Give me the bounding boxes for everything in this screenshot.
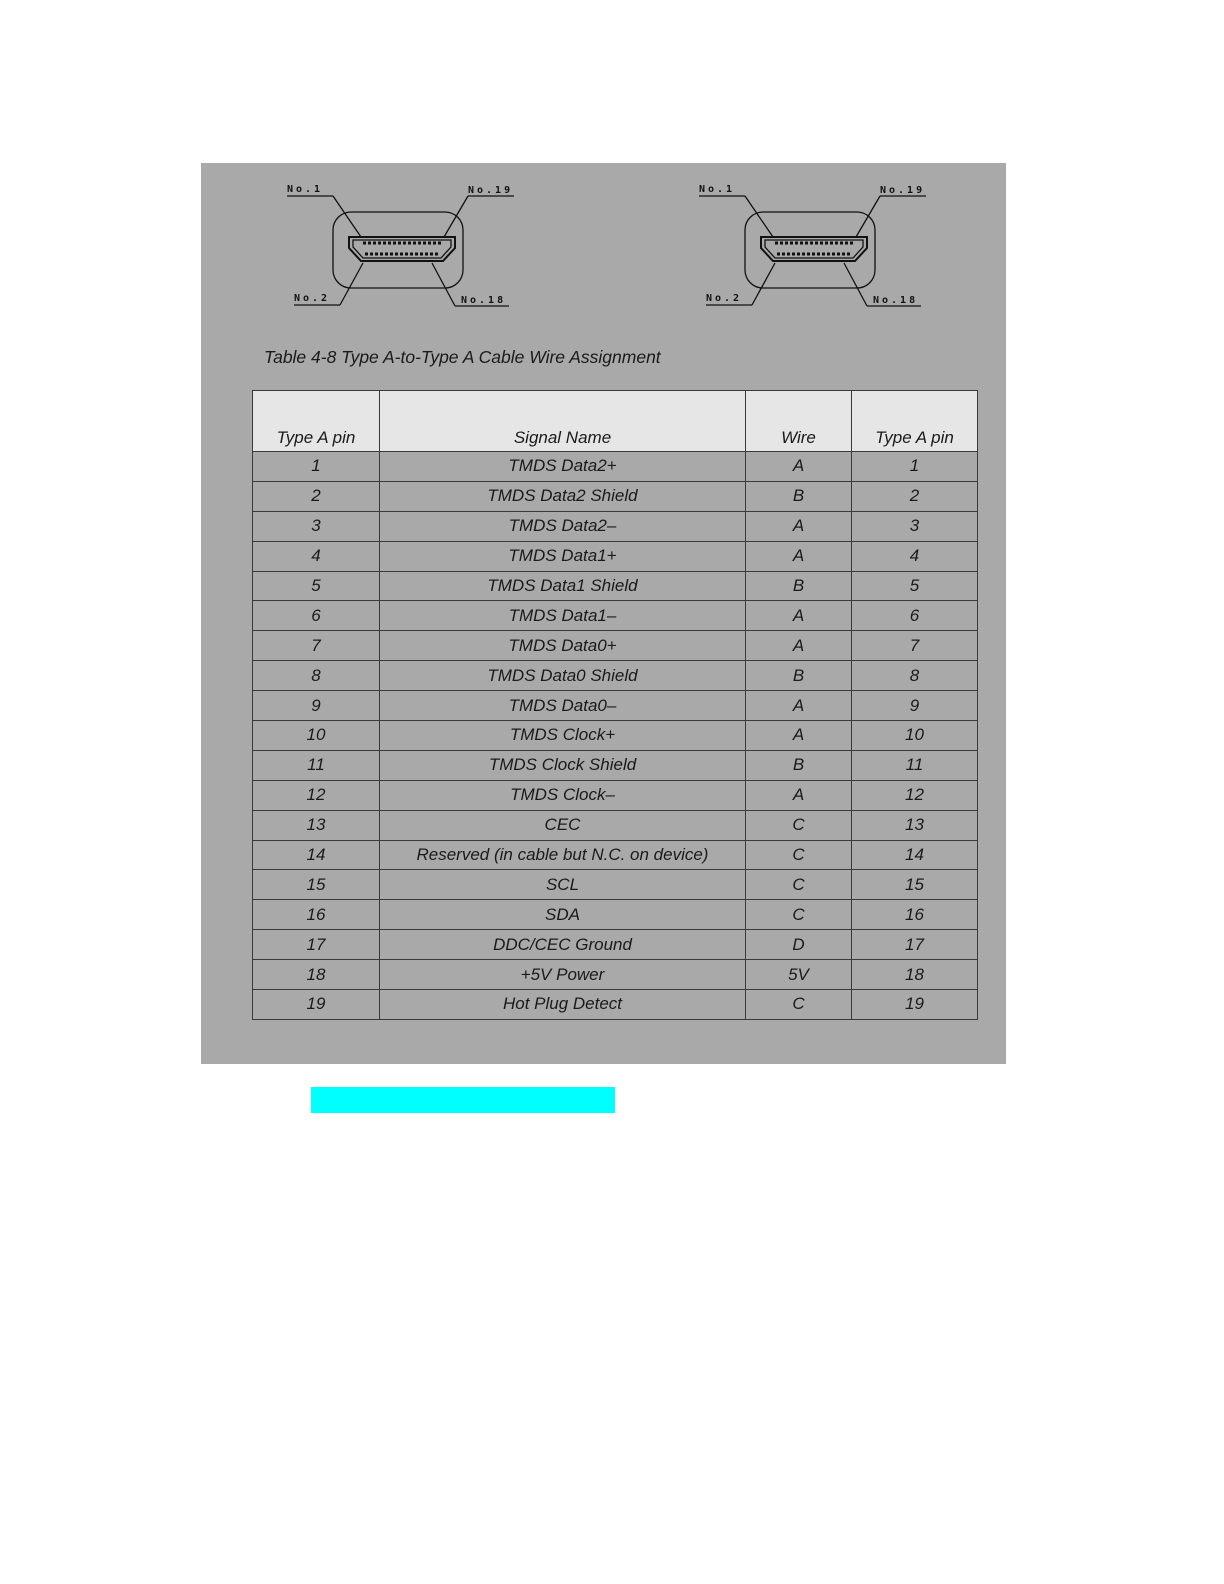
cell-type-a-pin-right: 8 (852, 661, 978, 691)
hdmi-connector-icon (281, 175, 531, 315)
cell-signal-name: TMDS Data0– (380, 691, 746, 721)
cell-wire: A (746, 541, 852, 571)
cell-wire: 5V (746, 960, 852, 990)
cell-signal-name: TMDS Data2+ (380, 452, 746, 482)
cell-type-a-pin-right: 1 (852, 452, 978, 482)
cell-type-a-pin-right: 13 (852, 810, 978, 840)
cell-wire: A (746, 691, 852, 721)
cell-type-a-pin-right: 19 (852, 990, 978, 1020)
table-row (253, 840, 978, 870)
cell-type-a-pin-left: 7 (253, 631, 380, 661)
cell-signal-name: TMDS Data1+ (380, 541, 746, 571)
table-row (253, 960, 978, 990)
table-row (253, 571, 978, 601)
cell-type-a-pin-right: 9 (852, 691, 978, 721)
cell-type-a-pin-right: 2 (852, 481, 978, 511)
cell-type-a-pin-left: 18 (253, 960, 380, 990)
cell-type-a-pin-left: 2 (253, 481, 380, 511)
cell-type-a-pin-left: 15 (253, 870, 380, 900)
table-row (253, 481, 978, 511)
cell-type-a-pin-left: 1 (253, 452, 380, 482)
connector-label-no19: No.19 (880, 185, 926, 196)
cell-type-a-pin-left: 16 (253, 900, 380, 930)
cell-wire: A (746, 721, 852, 751)
cell-signal-name: TMDS Data2– (380, 511, 746, 541)
table-row (253, 930, 978, 960)
cell-type-a-pin-left: 8 (253, 661, 380, 691)
cell-wire: A (746, 780, 852, 810)
table-row (253, 780, 978, 810)
cell-wire: B (746, 750, 852, 780)
cell-wire: C (746, 840, 852, 870)
table-row (253, 661, 978, 691)
cell-wire: D (746, 930, 852, 960)
cell-wire: C (746, 870, 852, 900)
cable-figure (201, 163, 1006, 1064)
table-row (253, 601, 978, 631)
cell-type-a-pin-left: 6 (253, 601, 380, 631)
table-row (253, 990, 978, 1020)
cell-type-a-pin-left: 10 (253, 721, 380, 751)
table-body (253, 452, 978, 1020)
cell-signal-name: DDC/CEC Ground (380, 930, 746, 960)
cell-signal-name: CEC (380, 810, 746, 840)
cell-type-a-pin-left: 9 (253, 691, 380, 721)
cell-signal-name: TMDS Data1– (380, 601, 746, 631)
cell-type-a-pin-left: 13 (253, 810, 380, 840)
table-row (253, 721, 978, 751)
table-row (253, 511, 978, 541)
cell-wire: B (746, 661, 852, 691)
cell-type-a-pin-right: 18 (852, 960, 978, 990)
cell-type-a-pin-right: 3 (852, 511, 978, 541)
table-header-row (253, 391, 978, 452)
table-caption: Table 4-8 Type A-to-Type A Cable Wire Assignment (264, 347, 661, 367)
connector-label-no18: No.18 (461, 295, 507, 306)
cell-signal-name: Hot Plug Detect (380, 990, 746, 1020)
connector-diagram-right (693, 175, 943, 315)
cell-type-a-pin-left: 4 (253, 541, 380, 571)
cell-type-a-pin-left: 14 (253, 840, 380, 870)
cell-signal-name: TMDS Data0 Shield (380, 661, 746, 691)
cell-type-a-pin-left: 17 (253, 930, 380, 960)
cell-wire: B (746, 571, 852, 601)
cell-type-a-pin-left: 11 (253, 750, 380, 780)
connector-diagram-left (281, 175, 531, 315)
cell-wire: A (746, 631, 852, 661)
hdmi-connector-icon (693, 175, 943, 315)
table-row (253, 750, 978, 780)
cell-wire: A (746, 601, 852, 631)
cell-wire: C (746, 990, 852, 1020)
cell-type-a-pin-right: 14 (852, 840, 978, 870)
table-row (253, 900, 978, 930)
cell-wire: C (746, 810, 852, 840)
cell-signal-name: TMDS Data0+ (380, 631, 746, 661)
wire-assignment-table (252, 390, 978, 1020)
cell-type-a-pin-left: 3 (253, 511, 380, 541)
cell-type-a-pin-left: 5 (253, 571, 380, 601)
cell-type-a-pin-right: 4 (852, 541, 978, 571)
header-type-a-pin-right: Type A pin (852, 391, 978, 452)
cell-signal-name: TMDS Data2 Shield (380, 481, 746, 511)
cell-type-a-pin-right: 15 (852, 870, 978, 900)
connector-label-no1: No.1 (287, 184, 324, 195)
cell-signal-name: +5V Power (380, 960, 746, 990)
table-row (253, 870, 978, 900)
cell-wire: A (746, 511, 852, 541)
connector-label-no2: No.2 (706, 293, 743, 304)
cell-wire: A (746, 452, 852, 482)
cell-wire: B (746, 481, 852, 511)
cell-type-a-pin-left: 19 (253, 990, 380, 1020)
cell-type-a-pin-right: 12 (852, 780, 978, 810)
highlight-bar (311, 1087, 615, 1113)
header-wire: Wire (746, 391, 852, 452)
header-type-a-pin-left: Type A pin (253, 391, 380, 452)
cell-signal-name: SDA (380, 900, 746, 930)
cell-signal-name: TMDS Clock Shield (380, 750, 746, 780)
header-signal-name: Signal Name (380, 391, 746, 452)
cell-type-a-pin-right: 17 (852, 930, 978, 960)
connector-label-no18: No.18 (873, 295, 919, 306)
cell-type-a-pin-right: 6 (852, 601, 978, 631)
cell-signal-name: SCL (380, 870, 746, 900)
connector-label-no1: No.1 (699, 184, 736, 195)
cell-type-a-pin-right: 11 (852, 750, 978, 780)
table-row (253, 452, 978, 482)
cell-type-a-pin-right: 5 (852, 571, 978, 601)
cell-type-a-pin-right: 10 (852, 721, 978, 751)
cell-type-a-pin-left: 12 (253, 780, 380, 810)
cell-type-a-pin-right: 16 (852, 900, 978, 930)
cell-signal-name: TMDS Clock+ (380, 721, 746, 751)
table-row (253, 810, 978, 840)
table-row (253, 631, 978, 661)
cell-signal-name: TMDS Clock– (380, 780, 746, 810)
cell-signal-name: Reserved (in cable but N.C. on device) (380, 840, 746, 870)
connector-label-no19: No.19 (468, 185, 514, 196)
connector-label-no2: No.2 (294, 293, 331, 304)
cell-type-a-pin-right: 7 (852, 631, 978, 661)
cell-signal-name: TMDS Data1 Shield (380, 571, 746, 601)
cell-wire: C (746, 900, 852, 930)
table-row (253, 541, 978, 571)
table-row (253, 691, 978, 721)
